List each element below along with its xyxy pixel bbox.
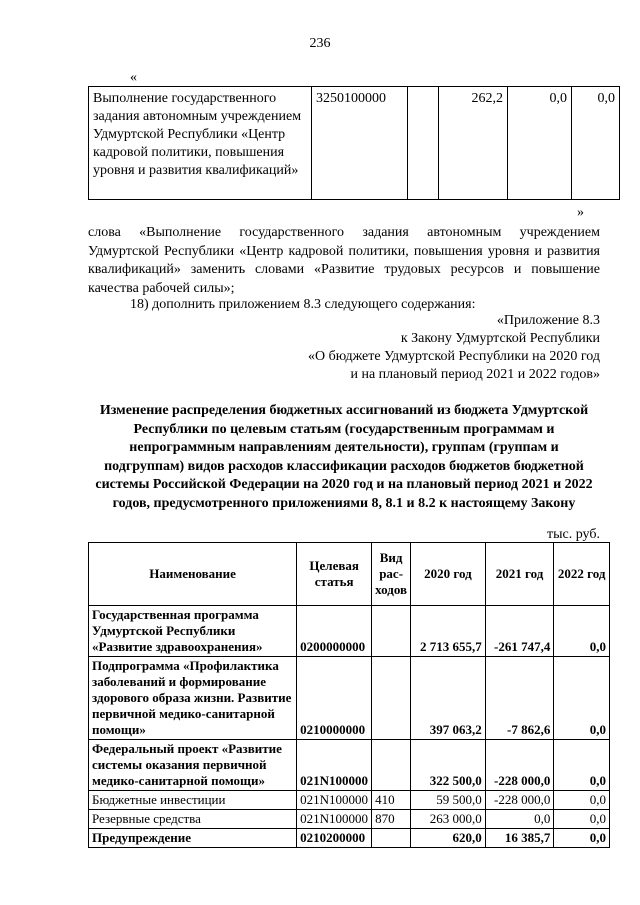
- row-type: [372, 606, 411, 657]
- row-name: Федеральный проект «Развитие системы оказания первичной медико-санитарной помощи»: [89, 740, 297, 791]
- row-2020: 2 713 655,7: [411, 606, 486, 657]
- table-row: [89, 810, 610, 829]
- row-type: [372, 740, 411, 791]
- row-code: 0200000000: [297, 606, 372, 657]
- amended-2021-cell: 0,0: [508, 87, 572, 200]
- units-label: тыс. руб.: [547, 527, 600, 542]
- header-2020: 2020 год: [411, 543, 486, 606]
- close-quote: »: [577, 205, 584, 220]
- row-2020: 397 063,2: [411, 657, 486, 740]
- row-2021: 16 385,7: [485, 829, 554, 848]
- row-name: Государственная программа Удмуртской Республики «Развитие здравоохранения»: [89, 606, 297, 657]
- row-name: Резервные средства: [89, 810, 297, 829]
- page-number: 236: [309, 36, 331, 51]
- row-2021: 0,0: [485, 810, 554, 829]
- header-2021: 2021 год: [485, 543, 554, 606]
- row-code: 0210000000: [297, 657, 372, 740]
- table-row: [89, 829, 610, 848]
- appendix-line-4: и на плановый период 2021 и 2022 годов»: [350, 367, 600, 382]
- amended-type-cell: [408, 87, 439, 200]
- appendix-line-2: к Закону Удмуртской Республики: [400, 331, 600, 346]
- header-code: Целевая статья: [297, 543, 372, 606]
- row-type: [372, 657, 411, 740]
- amended-2020-cell: 262,2: [439, 87, 508, 200]
- amended-row-table: [88, 86, 620, 200]
- row-2022: 0,0: [554, 657, 610, 740]
- row-2021: -228 000,0: [485, 740, 554, 791]
- table-row: [89, 606, 610, 657]
- row-2020: 620,0: [411, 829, 486, 848]
- row-code: 021N100000: [297, 810, 372, 829]
- row-2022: 0,0: [554, 829, 610, 848]
- row-name: Бюджетные инвестиции: [89, 791, 297, 810]
- row-name: Предупреждение: [89, 829, 297, 848]
- row-2020: 322 500,0: [411, 740, 486, 791]
- item-18: 18) дополнить приложением 8.3 следующего содержания:: [130, 297, 476, 312]
- row-code: 0210200000: [297, 829, 372, 848]
- amended-row: [89, 87, 620, 200]
- amendment-paragraph: слова «Выполнение государственного задания автономным учреждением Удмуртской Республики «Центр кадровой политики, повышения уровня и развития квалификаций» заменить словами «Развитие трудовых ресурсов и повышение качества рабочей силы»;: [88, 225, 600, 296]
- row-2020: 263 000,0: [411, 810, 486, 829]
- row-2021: -228 000,0: [485, 791, 554, 810]
- header-2022: 2022 год: [554, 543, 610, 606]
- budget-table: [88, 542, 610, 848]
- row-2022: 0,0: [554, 810, 610, 829]
- row-type: 870: [372, 810, 411, 829]
- appendix-line-3: «О бюджете Удмуртской Республики на 2020 год: [307, 349, 600, 364]
- header-type: Вид рас-ходов: [372, 543, 411, 606]
- row-2022: 0,0: [554, 791, 610, 810]
- row-2021: -261 747,4: [485, 606, 554, 657]
- row-type: [372, 829, 411, 848]
- appendix-line-1: «Приложение 8.3: [496, 313, 600, 328]
- budget-table-header: [89, 543, 610, 606]
- document-title: Изменение распределения бюджетных ассигнований из бюджета Удмуртской Республики по целевым статьям (государственным программам и непрограммным направлениям деятельности), группам (группам и подгруппам) видов расходов классификации расходов бюджетов бюджетной системы Российской Федерации на 2020 год и на плановый период 2021 и 2022 годов, предусмотренного приложениями 8, 8.1 и 8.2 к настоящему Закону: [95, 403, 593, 511]
- row-code: 021N100000: [297, 791, 372, 810]
- amended-code-cell: 3250100000: [312, 87, 408, 200]
- header-name: Наименование: [89, 543, 297, 606]
- table-row: [89, 657, 610, 740]
- row-code: 021N100000: [297, 740, 372, 791]
- row-type: 410: [372, 791, 411, 810]
- row-2020: 59 500,0: [411, 791, 486, 810]
- table-row: [89, 791, 610, 810]
- amended-2022-cell: 0,0: [572, 87, 620, 200]
- row-2022: 0,0: [554, 606, 610, 657]
- open-quote: «: [130, 70, 137, 85]
- amended-name-cell: Выполнение государственного задания автономным учреждением Удмуртской Республики «Центр кадровой политики, повышения уровня и развития квалификаций»: [89, 87, 312, 200]
- row-name: Подпрограмма «Профилактика заболеваний и формирование здорового образа жизни. Развитие первичной медико-санитарной помощи»: [89, 657, 297, 740]
- table-row: [89, 740, 610, 791]
- row-2021: -7 862,6: [485, 657, 554, 740]
- row-2022: 0,0: [554, 740, 610, 791]
